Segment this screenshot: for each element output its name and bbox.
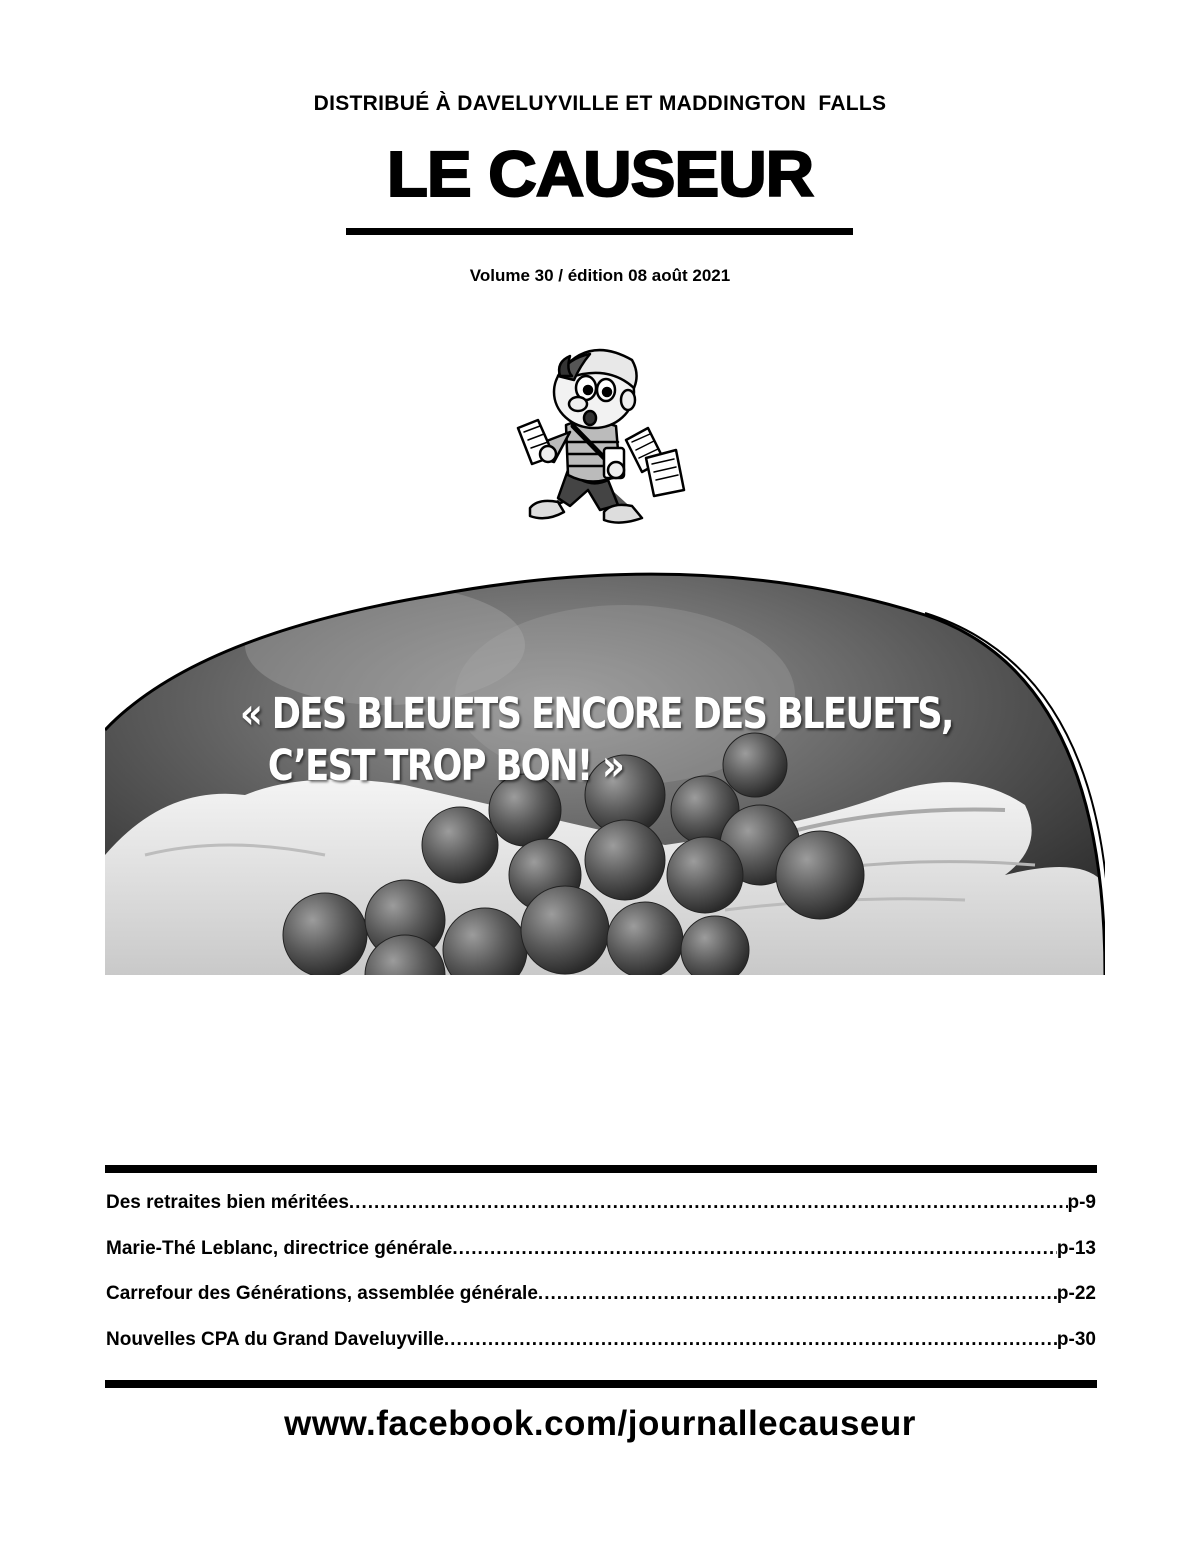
toc-item-title: Nouvelles CPA du Grand Daveluyville (106, 1328, 444, 1350)
distribution-line: DISTRIBUÉ À DAVELUYVILLE ET MADDINGTON FALLS (313, 92, 887, 115)
toc-dot-leader (452, 1238, 1057, 1260)
toc-item (106, 1238, 1096, 1284)
toc-bottom-rule (105, 1380, 1097, 1388)
toc-item-page: p-13 (1056, 1237, 1096, 1259)
toc-item-title: Marie-Thé Leblanc, directrice générale (106, 1237, 453, 1259)
facebook-url: www.facebook.com/journallecauseur (284, 1404, 916, 1443)
toc-top-rule (105, 1165, 1097, 1173)
toc-item-page: p-9 (1067, 1192, 1096, 1213)
headline-line-1: « DES BLEUETS ENCORE DES BLEUETS, (240, 689, 953, 739)
toc-dot-leader (538, 1283, 1057, 1305)
toc-item (106, 1192, 1096, 1238)
masthead-rule (346, 228, 853, 235)
cover-headline (240, 688, 953, 792)
toc-item-title: Carrefour des Générations, assemblée générale (106, 1283, 538, 1304)
newspaper-title: LE CAUSEUR (386, 138, 814, 210)
toc-item-page: p-22 (1056, 1283, 1096, 1304)
table-of-contents (106, 1192, 1096, 1374)
edition-line: Volume 30 / édition 08 août 2021 (469, 266, 731, 285)
newsboy-mascot-icon (508, 330, 698, 530)
toc-dot-leader (444, 1329, 1057, 1351)
toc-item (106, 1283, 1096, 1329)
toc-item-page: p-30 (1056, 1328, 1096, 1350)
toc-dot-leader (349, 1192, 1068, 1214)
toc-item (106, 1329, 1096, 1375)
headline-line-2: C’EST TROP BON! » (267, 741, 624, 791)
toc-item-title: Des retraites bien méritées (106, 1192, 349, 1213)
